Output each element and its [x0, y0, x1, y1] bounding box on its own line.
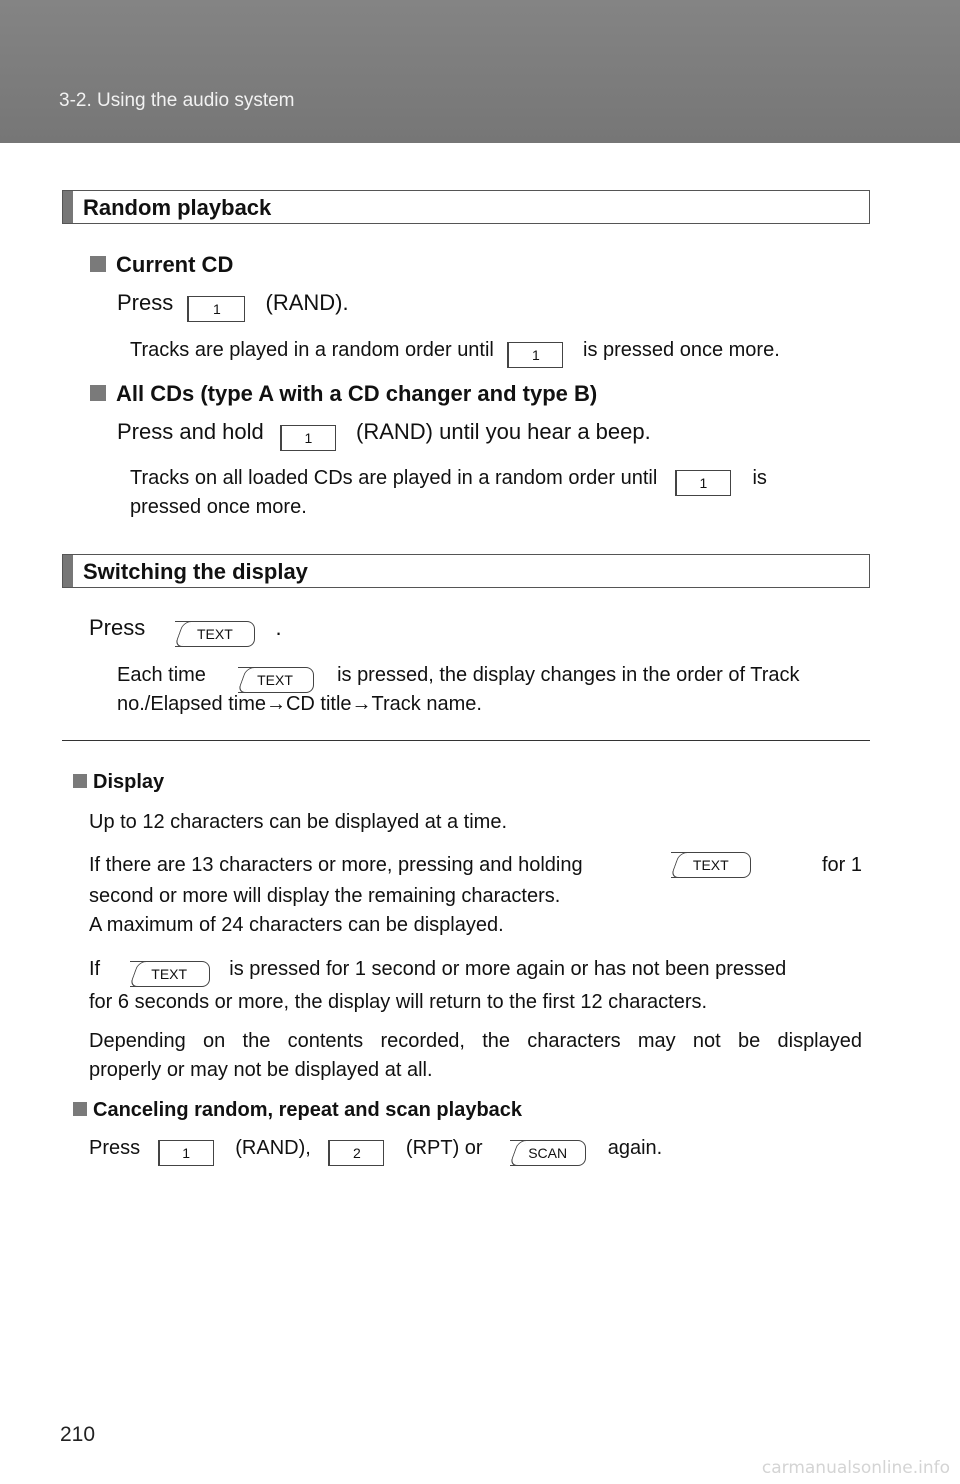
key-text-button: TEXT	[238, 667, 314, 693]
section-title: Switching the display	[83, 559, 308, 584]
divider	[62, 740, 870, 741]
key-1-button: 1	[675, 470, 731, 496]
display-note-p4-line2: properly or may not be displayed at all.	[89, 1059, 433, 1081]
key-1-button: 1	[187, 296, 245, 322]
watermark: carmanualsonline.info	[761, 1458, 950, 1478]
section-marker	[63, 555, 73, 587]
section-switching-display	[62, 554, 870, 588]
square-bullet-icon	[90, 256, 106, 272]
key-1-button: 1	[507, 342, 563, 368]
canceling-note-heading: Canceling random, repeat and scan playback	[73, 1099, 522, 1122]
key-scan-button: SCAN	[510, 1140, 586, 1166]
page-number: 210	[60, 1423, 96, 1446]
all-cds-heading: All CDs (type A with a CD changer and type B)	[90, 381, 597, 407]
display-note-p2-line2: second or more will display the remaining characters.	[89, 885, 561, 907]
square-bullet-icon	[90, 385, 106, 401]
key-1-button: 1	[158, 1140, 214, 1166]
key-text-button: TEXT	[175, 621, 255, 647]
switching-instruction: Press TEXT .	[89, 615, 282, 647]
display-note-p1: Up to 12 characters can be displayed at a time.	[89, 811, 508, 833]
section-random-playback	[62, 190, 870, 224]
switching-note-line1: Each time TEXT is pressed, the display changes in the order of Track	[117, 664, 800, 693]
current-cd-heading: Current CD	[90, 252, 233, 278]
key-text-button: TEXT	[671, 852, 751, 878]
key-1-button: 1	[280, 425, 336, 451]
section-marker	[63, 191, 73, 223]
display-note-heading: Display	[73, 771, 164, 794]
current-cd-instruction: Press 1 (RAND).	[117, 290, 349, 322]
display-note-p3-line1: If TEXT is pressed for 1 second or more again or has not been pressed	[89, 958, 786, 987]
switching-note-line2: no./Elapsed time→CD title→Track name.	[117, 693, 482, 715]
canceling-instruction: Press 1 (RAND), 2 (RPT) or SCAN again.	[89, 1137, 662, 1166]
section-title: Random playback	[83, 195, 272, 220]
display-note-p2-line3: A maximum of 24 characters can be displayed.	[89, 914, 504, 936]
all-cds-instruction: Press and hold 1 (RAND) until you hear a beep.	[117, 419, 651, 451]
all-cds-note-line1: Tracks on all loaded CDs are played in a random order until 1 is	[130, 467, 866, 496]
key-text-button: TEXT	[130, 961, 210, 987]
display-note-p4-line1: Depending on the contents recorded, the characters may not be displayed	[89, 1030, 862, 1052]
current-cd-note: Tracks are played in a random order until 1 is pressed once more.	[130, 339, 780, 368]
header-title: 3-2. Using the audio system	[59, 90, 295, 111]
all-cds-note-line2: pressed once more.	[130, 496, 307, 518]
display-note-p2-line1: If there are 13 characters or more, pressing and holding TEXT for 1	[89, 852, 862, 878]
square-bullet-icon	[73, 774, 87, 788]
page-header	[0, 0, 960, 143]
key-2-button: 2	[328, 1140, 384, 1166]
square-bullet-icon	[73, 1102, 87, 1116]
display-note-p3-line2: for 6 seconds or more, the display will return to the first 12 characters.	[89, 991, 708, 1013]
